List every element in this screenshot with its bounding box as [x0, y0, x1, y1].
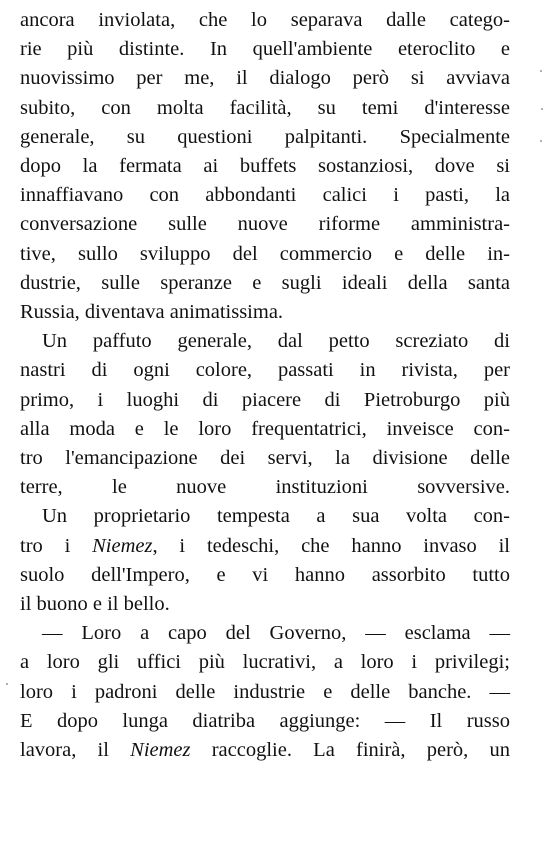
- text-line: dustrie, sulle speranze e sugli ideali della santa: [20, 271, 510, 294]
- text-line: Un proprietario tempesta a sua volta con-: [42, 505, 510, 528]
- scan-speck: [541, 108, 543, 110]
- text-line: suolo dell'Impero, e vi hanno assorbito tutto: [20, 563, 510, 586]
- text-line: tro l'emancipazione dei servi, la divisione delle: [20, 447, 510, 470]
- text-line: dopo la fermata ai buffets sostanziosi, dove si: [20, 155, 510, 178]
- scan-speck: [540, 140, 542, 142]
- text-line: lavora, il Niemez raccoglie. La finirà, però, un: [20, 739, 510, 762]
- text-line: generale, su questioni palpitanti. Specialmente: [20, 125, 510, 148]
- text-line: primo, i luoghi di piacere di Pietroburgo più: [20, 388, 510, 411]
- book-page: [20, 6, 510, 765]
- text-line: loro i padroni delle industrie e delle banche. —: [20, 680, 510, 703]
- text-line: conversazione sulle nuove riforme amministra-: [20, 213, 510, 236]
- text-line: nastri di ogni colore, passati in rivista, per: [20, 359, 510, 382]
- text-line: Russia, diventava animatissima.: [20, 301, 284, 324]
- text-line: tro i Niemez, i tedeschi, che hanno invaso il: [20, 534, 511, 557]
- text-line: — Loro a capo del Governo, — esclama —: [42, 622, 510, 645]
- text-line: innaffiavano con abbondanti calici i pasti, la: [20, 184, 510, 207]
- paragraph-1: [20, 6, 510, 327]
- text-line: Un paffuto generale, dal petto screziato di: [42, 330, 510, 353]
- text-line: il buono e il bello.: [20, 593, 170, 616]
- scan-speck: [6, 683, 8, 685]
- italic-word: Niemez: [130, 739, 191, 762]
- text-line: E dopo lunga diatriba aggiunge: — Il russo: [20, 709, 510, 732]
- italic-word: Niemez: [92, 534, 153, 557]
- text-line: alla moda e le loro frequentatrici, inveisce con-: [20, 417, 510, 440]
- text-line: ancora inviolata, che lo separava dalle catego-: [20, 9, 510, 31]
- paragraph-2: [20, 327, 510, 502]
- text-line: tive, sullo sviluppo del commercio e delle in-: [20, 242, 510, 265]
- text-line: rie più distinte. In quell'ambiente eteroclito e: [20, 38, 510, 61]
- paragraph-4: [20, 619, 510, 765]
- text-line: terre, le nuove instituzioni sovversive.: [20, 476, 510, 499]
- text-line: a loro gli uffici più lucrativi, a loro i privilegi;: [20, 651, 510, 674]
- text-line: subito, con molta facilità, su temi d'interesse: [20, 96, 510, 119]
- scan-speck: [540, 70, 542, 72]
- text-line: nuovissimo per me, il dialogo però si avviava: [20, 67, 510, 90]
- paragraph-3: [20, 502, 510, 619]
